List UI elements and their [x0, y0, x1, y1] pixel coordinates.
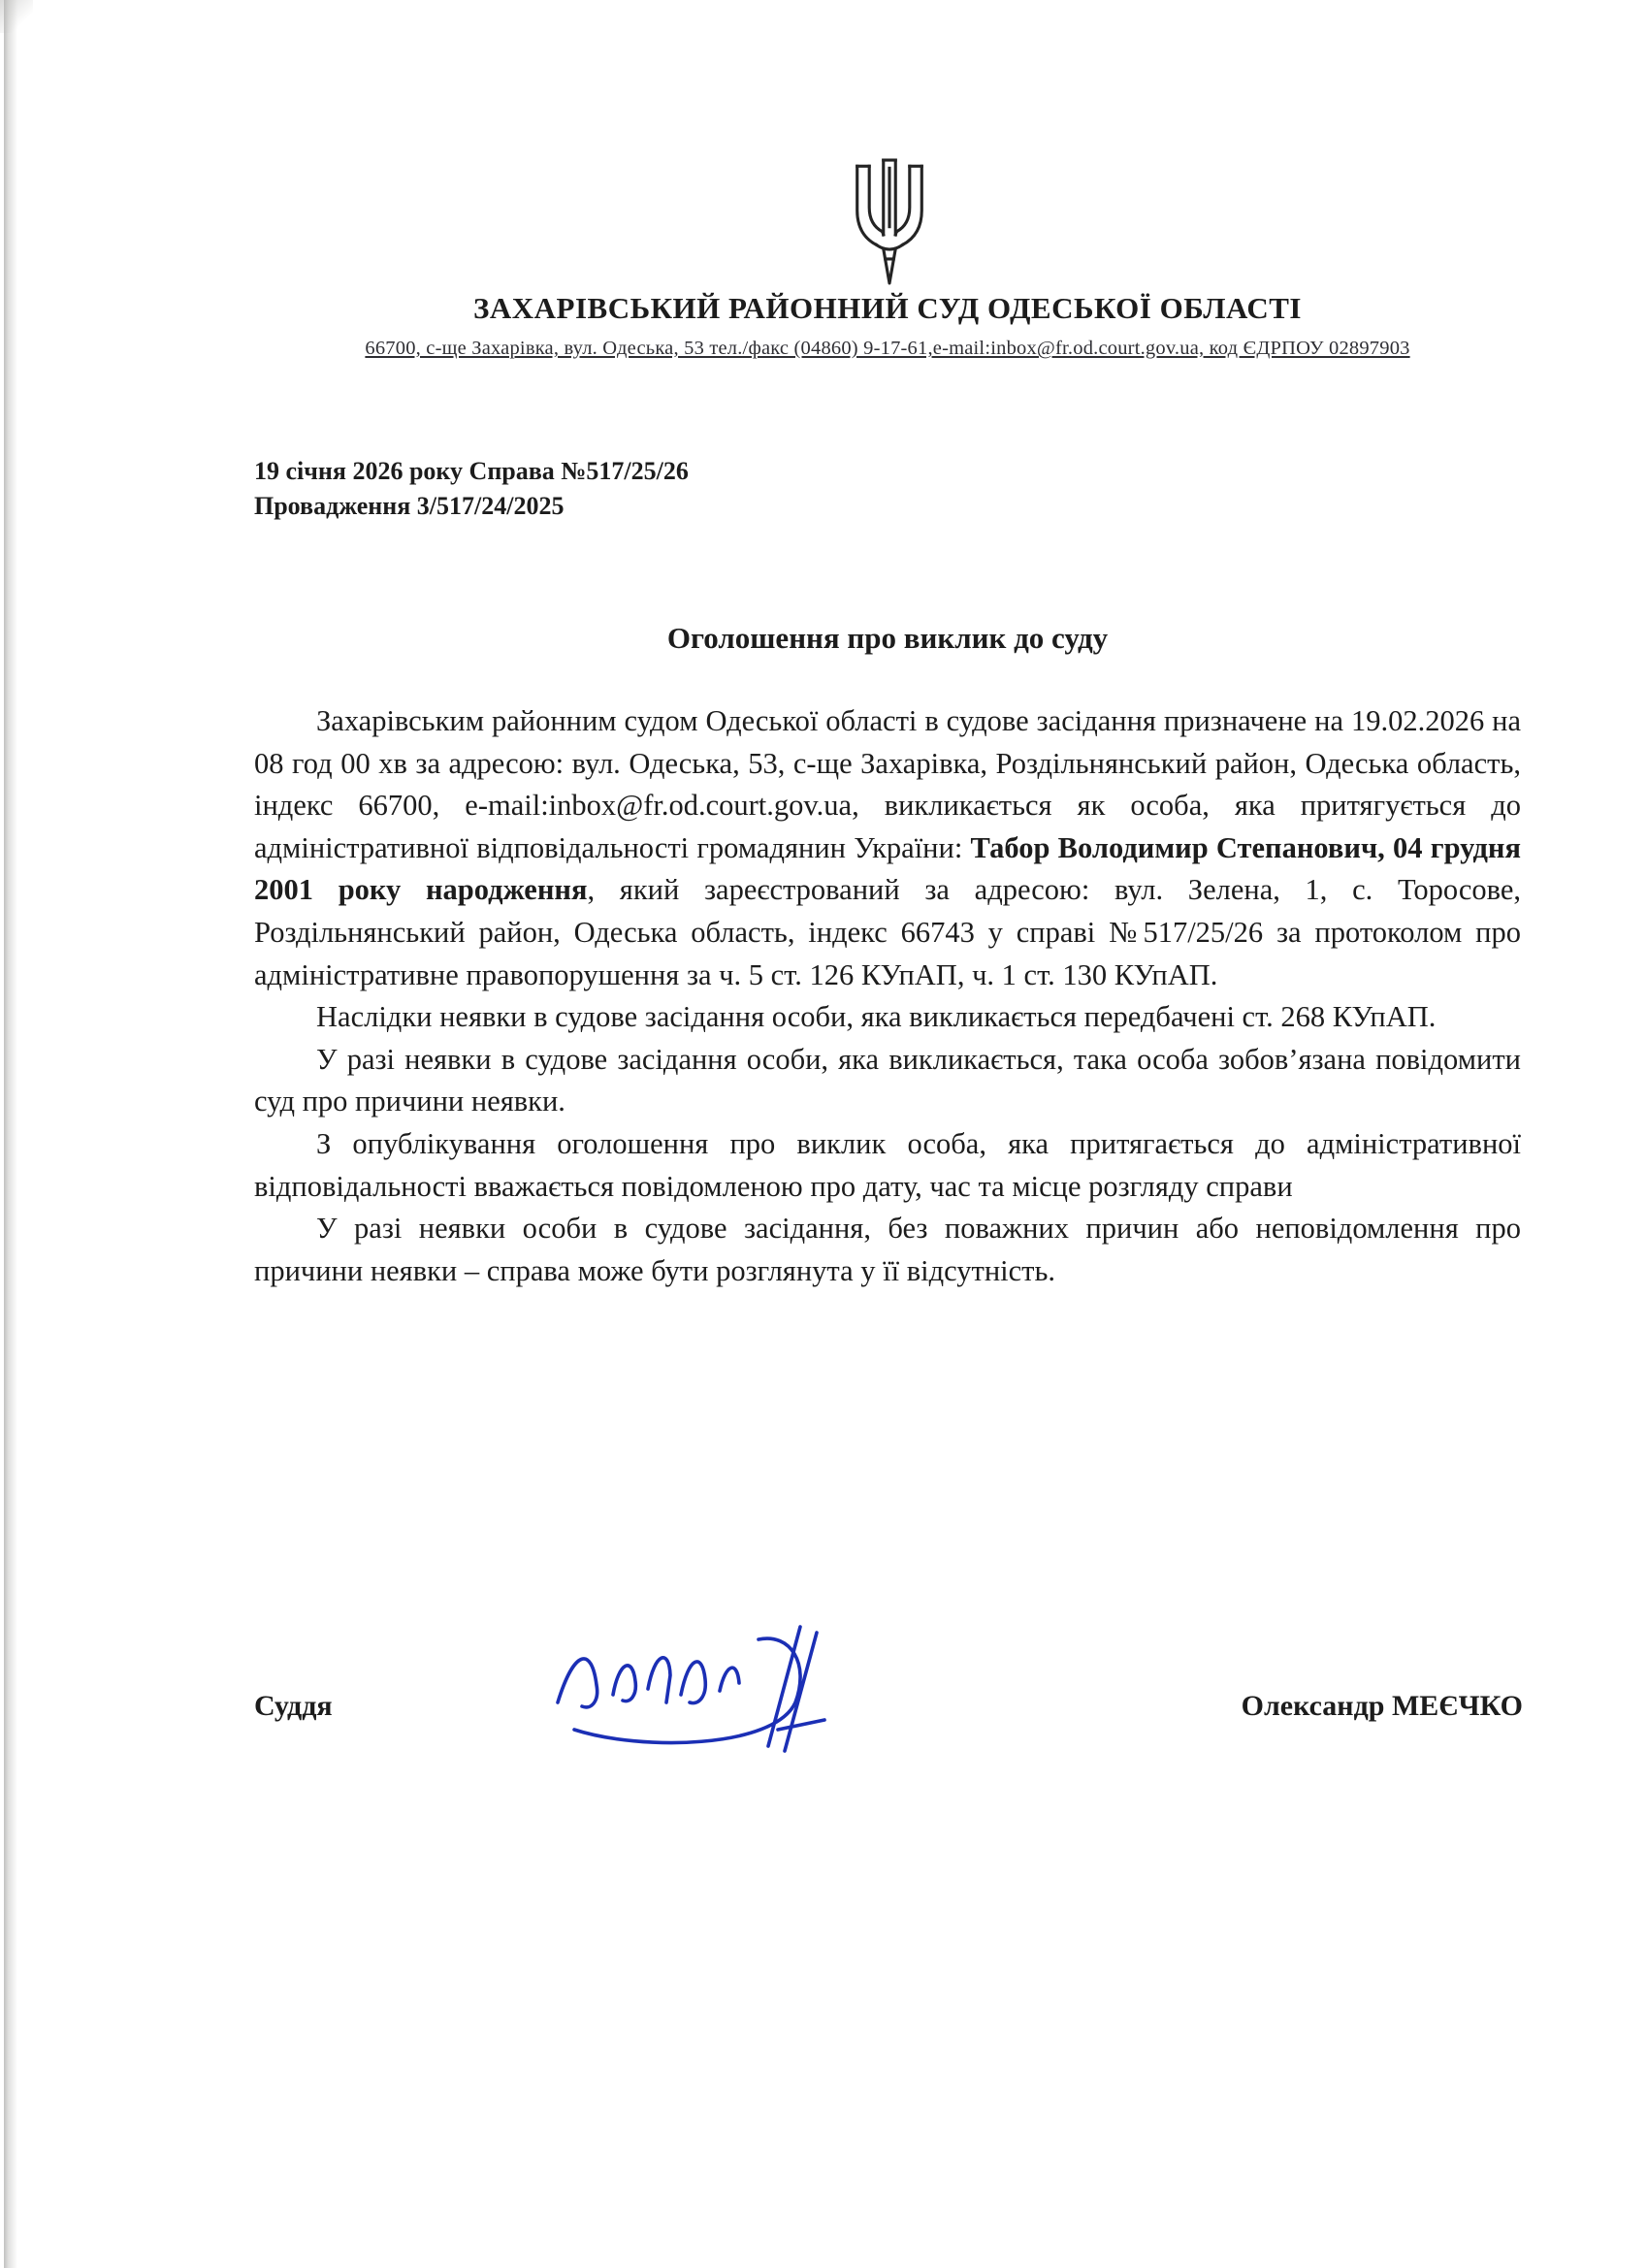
scan-corner-artifact — [0, 0, 33, 33]
defendant-name-bold: Табор Володимир Степанович, 04 грудня 2001 року народження — [254, 830, 1521, 907]
proceeding-number-line: Провадження 3/517/24/2025 — [254, 492, 565, 520]
document-title: Оголошення про виклик до суду — [666, 621, 1109, 655]
paragraph-summons — [254, 700, 1521, 996]
scan-left-edge-shadow — [4, 0, 17, 2268]
case-info-block — [254, 454, 1521, 524]
judge-name: Олександр МЕЄЧКО — [1241, 1690, 1523, 1722]
paragraph-absence: У разі неявки особи в судове засідання, без поважних причин або неповідомлення про причини неявки – справа може бути розглянута у її відсутність. — [254, 1212, 1521, 1287]
court-name: ЗАХАРІВСЬКИЙ РАЙОННИЙ СУД ОДЕСЬКОЇ ОБЛАСТІ — [473, 291, 1302, 325]
paragraph-summons-pre: Захарівським районним судом Одеської області в судове засідання призначене на 19.02.2026 на 08 год 00 хв за адресою: вул. Одеська, 53, с-ще Захарівка, Роздільнянський район, Одеська область, індекс 66700, e-mail:inbox@fr.od.court.gov.ua, викликається як особа, яка притягується до адміністративної відповідальності громадянин України: — [254, 704, 1521, 864]
court-address-line: 66700, с-ще Захарівка, вул. Одеська, 53 тел./факс (04860) 9-17-61,e-mail:inbox@fr.od.court.gov.ua, код ЄДРПОУ 02897903 — [365, 338, 1410, 359]
paragraph-obligation: У разі неявки в судове засідання особи, яка викликається, така особа зобов’язана повідомити суд про причини неявки. — [254, 1042, 1521, 1118]
document-body — [254, 700, 1521, 1292]
judge-label: Суддя — [254, 1690, 333, 1722]
paragraph-consequences: Наслідки неявки в судове засідання особи, яка викликається передбачені ст. 268 КУпАП. — [316, 1000, 1437, 1034]
paragraph-summons-post: , який зареєстрований за адресою: вул. Зелена, 1, с. Торосове, Роздільнянський район, Одеська область, індекс 66743 у справі №517/25/26 за протоколом про адміністративне правопорушення за ч. 5 ст. 126 КУпАП, ч. 1 ст. 130 КУпАП. — [254, 873, 1521, 991]
case-number-line: 19 січня 2026 року Справа №517/25/26 — [254, 457, 689, 485]
judge-handwritten-signature — [504, 1605, 960, 1780]
paragraph-publication-notice: З опублікування оголошення про виклик особа, яка притягається до адміністративної відповідальності вважається повідомленою про дату, час та місце розгляду справи — [254, 1126, 1521, 1203]
ukraine-trident-emblem — [839, 153, 940, 291]
